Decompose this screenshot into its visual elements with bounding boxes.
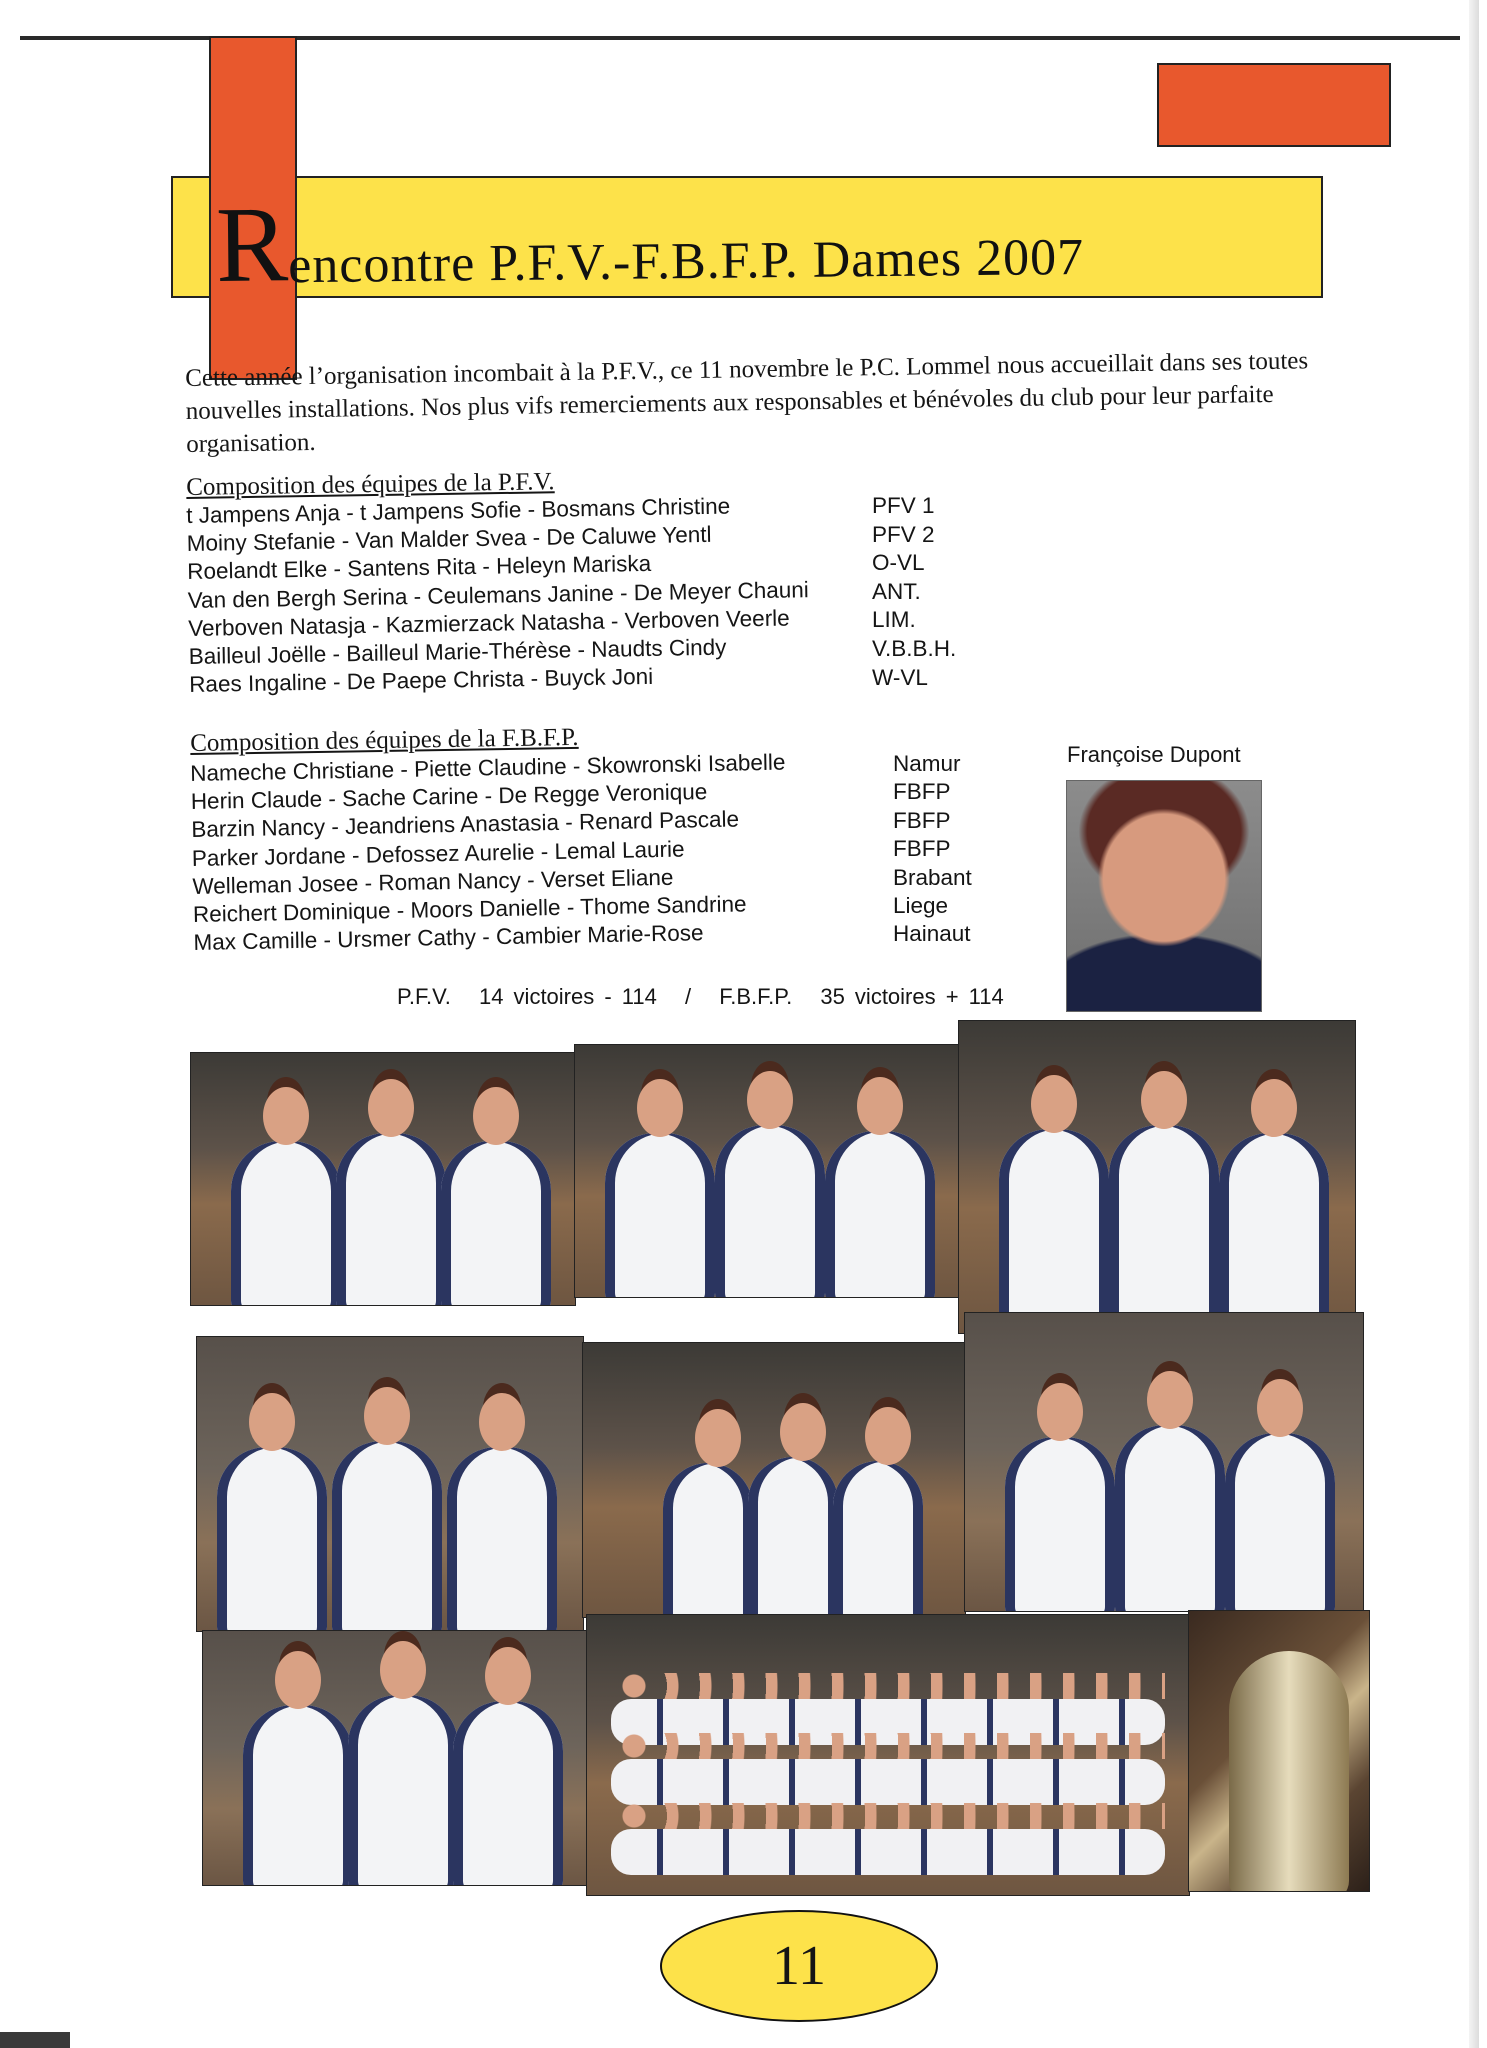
page-number: 11 (772, 1935, 826, 1997)
photo-team-6 (964, 1312, 1364, 1612)
fbfp-team-members-6: Reichert Dominique - Moors Danielle - Thome Sandrine (192, 891, 747, 927)
pfv-team-members (186, 491, 811, 699)
title-text: encontre P.F.V.-F.B.F.P. Dames 2007 (287, 228, 1085, 295)
pfv-team-members-6: Bailleul Joëlle - Bailleul Marie-Thérèse - Naudts Cindy (188, 634, 727, 669)
pfv-team-label-1: PFV 1 (872, 493, 935, 518)
portrait-photo (1066, 780, 1262, 1012)
fbfp-team-label-7: Hainaut (893, 921, 971, 947)
title-banner-orange-corner (1157, 63, 1391, 147)
fbfp-team-members-3: Barzin Nancy - Jeandriens Anastasia - Renard Pascale (191, 806, 740, 843)
page-number-badge (660, 1910, 938, 2022)
pfv-team-members-3: Roelandt Elke - Santens Rita - Heleyn Mariska (187, 551, 652, 585)
scan-edge-bottom (0, 2032, 70, 2048)
fbfp-team-members-2: Herin Claude - Sache Carine - De Regge Veronique (190, 779, 708, 815)
photo-trophy (1188, 1610, 1370, 1892)
fbfp-team-label-5: Brabant (893, 864, 972, 890)
pfv-team-label-5: LIM. (872, 607, 916, 633)
pfv-team-label-7: W-VL (872, 664, 928, 690)
pfv-team-label-4: ANT. (872, 578, 921, 604)
pfv-team-labels (872, 492, 956, 692)
score-fbfp-name: F.B.F.P. (719, 984, 793, 1009)
fbfp-team-members-1: Nameche Christiane - Piette Claudine - Skowronski Isabelle (190, 749, 786, 786)
scan-edge-right (1469, 0, 1479, 2048)
pfv-team-label-6: V.B.B.H. (872, 635, 957, 661)
fbfp-team-label-4: FBFP (893, 836, 951, 862)
fbfp-team-members-7: Max Camille - Ursmer Cathy - Cambier Marie-Rose (193, 920, 704, 956)
pfv-team-label-3: O-VL (872, 550, 925, 576)
fbfp-team-label-1: Namur (893, 751, 961, 776)
photo-team-3 (958, 1020, 1356, 1334)
pfv-team-members-1: t Jampens Anja - t Jampens Sofie - Bosmans Christine (186, 493, 731, 528)
fbfp-team-labels (893, 750, 972, 949)
photo-group (586, 1614, 1190, 1896)
photo-team-5 (582, 1342, 966, 1618)
page-title (215, 185, 1085, 305)
photo-team-2 (574, 1044, 960, 1298)
score-fbfp-result: 35 victoires + 114 (820, 984, 1004, 1009)
score-separator: / (685, 984, 692, 1009)
score-line (397, 984, 1022, 1010)
fbfp-team-members-5: Welleman Josee - Roman Nancy - Verset Eliane (192, 864, 674, 899)
fbfp-team-label-6: Liege (893, 892, 949, 918)
score-pfv-name: P.F.V. (397, 984, 451, 1009)
title-initial: R (215, 185, 289, 305)
fbfp-team-label-2: FBFP (893, 779, 951, 805)
photo-team-4 (196, 1336, 584, 1632)
pfv-team-members-7: Raes Ingaline - De Paepe Christa - Buyck Joni (188, 664, 654, 698)
pfv-section-heading: Composition des équipes de la P.F.V. (186, 468, 555, 501)
pfv-team-members-2: Moiny Stefanie - Van Malder Svea - De Caluwe Yentl (186, 522, 712, 557)
fbfp-team-members-4: Parker Jordane - Defossez Aurelie - Lemal Laurie (191, 836, 685, 871)
fbfp-team-label-3: FBFP (893, 807, 951, 833)
photo-team-1 (190, 1052, 576, 1306)
fbfp-section-heading: Composition des équipes de la F.B.F.P. (190, 723, 579, 757)
portrait-caption: Françoise Dupont (1067, 742, 1241, 767)
pfv-team-label-2: PFV 2 (872, 521, 935, 547)
score-pfv-result: 14 victoires - 114 (478, 984, 657, 1009)
intro-paragraph: Cette année l’organisation incombait à la P.F.V., ce 11 novembre le P.C. Lommel nous accueillait dans ses toutes nouvelles installations. Nos plus vifs remerciements aux responsables et bénévoles du club pour leur parfaite organisation. (185, 347, 1309, 458)
photo-team-7 (202, 1630, 588, 1886)
pfv-team-members-4: Van den Bergh Serina - Ceulemans Janine - De Meyer Chauni (187, 576, 810, 613)
pfv-team-members-5: Verboven Natasja - Kazmierzack Natasha - Verboven Veerle (187, 605, 790, 641)
fbfp-team-members (190, 749, 789, 958)
